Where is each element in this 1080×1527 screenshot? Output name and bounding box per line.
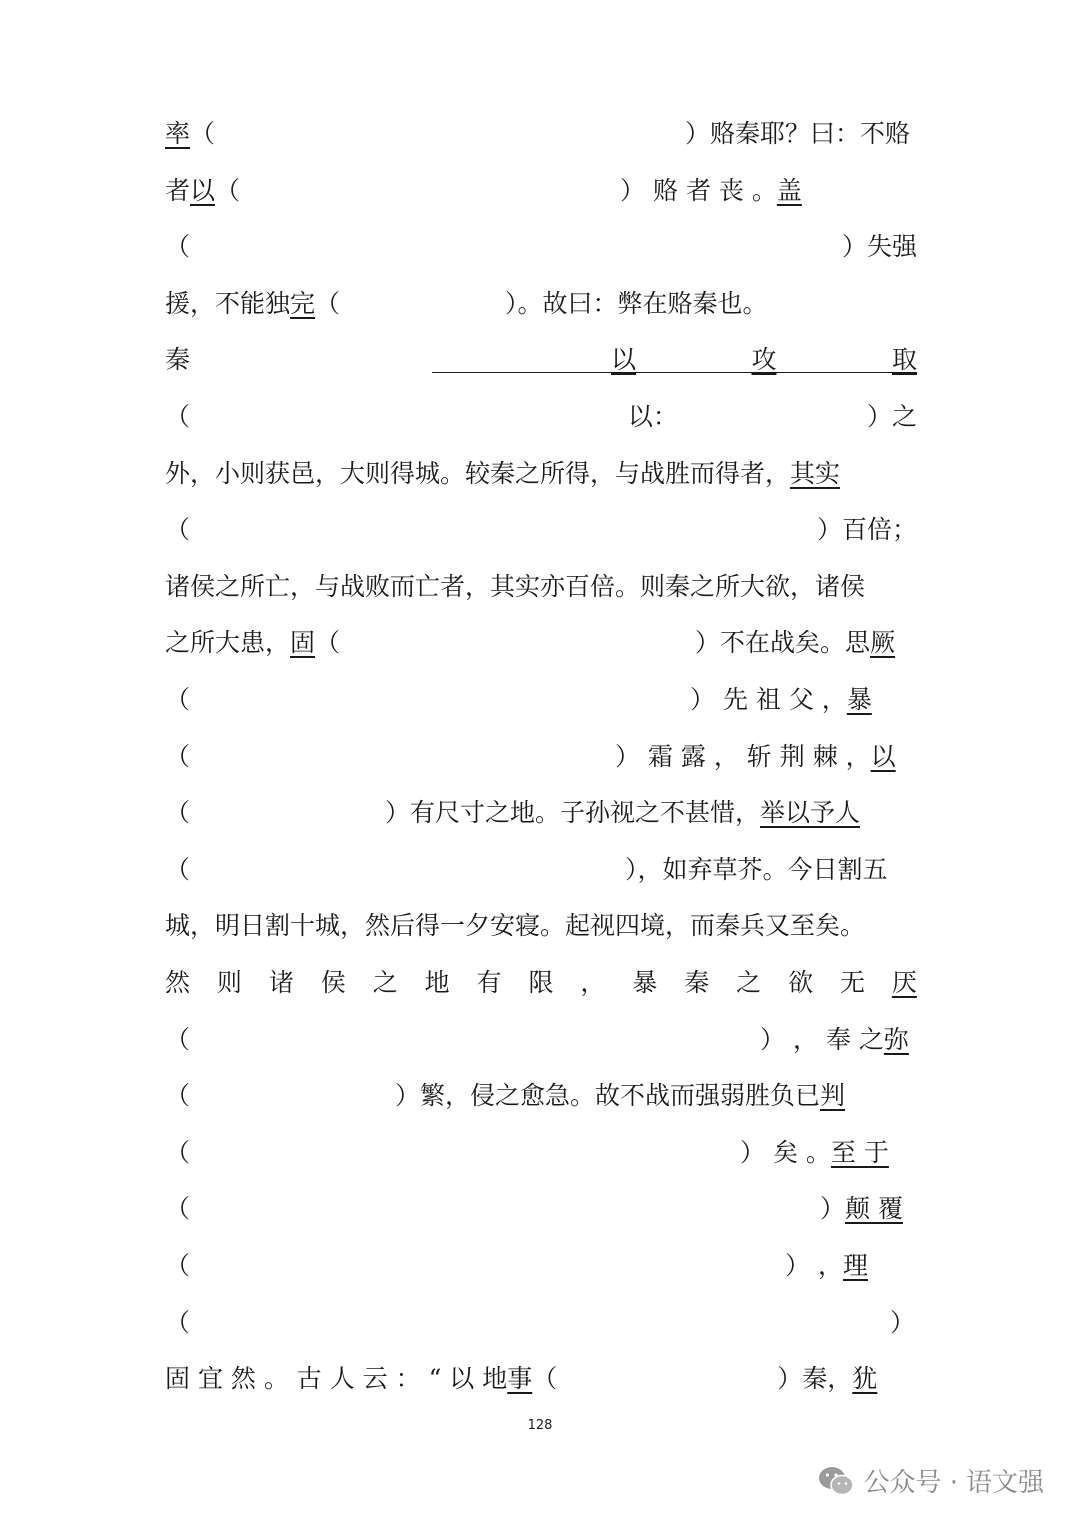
text-line [165,454,917,494]
text-line [165,1359,917,1399]
keyword: 犹 [852,1364,878,1394]
text-segment: ） ， [785,1251,843,1280]
text-line [165,567,917,607]
keyword: 完 [290,288,316,318]
text-segment: 限 [528,968,554,997]
text-segment: 秦 [165,345,191,375]
text-line [165,623,917,663]
text-line [165,114,917,154]
text-segment: ），如弃草芥。今日割五 [625,854,888,884]
text-segment: （ [165,232,191,262]
text-segment: 暴 [632,968,658,997]
text-line [165,340,917,380]
text-segment: ）失强 [841,232,917,262]
text-segment: ） 霜 露 ， 斩 荆 棘 ， [615,741,871,771]
text-line [165,510,917,550]
text-segment: 援，不能独 [165,288,291,318]
text-segment: （ [165,1194,191,1224]
text-line [165,850,917,890]
text-segment: （ [315,288,341,318]
text-line [165,397,917,437]
text-segment: （ [165,1251,191,1280]
keyword: 以 [190,175,216,205]
text-segment: 之 [372,968,398,997]
keyword: 盖 [776,175,802,205]
text-line [165,1303,917,1343]
keyword: 暴 [846,685,872,714]
text-segment: ）赂秦耶？曰：不赂 [685,119,911,148]
text-segment: ）有尺寸之地。子孙视之不甚惜， [385,798,761,828]
text-segment: ）繁，侵之愈急。故不战而强弱胜负已 [395,1081,821,1111]
text-line [165,284,917,324]
text-segment: 之所大患， [165,628,291,658]
text-segment: （ [165,685,191,714]
text-segment: （ [190,119,216,148]
text-line [165,1076,917,1116]
text-segment: 地 [424,968,450,997]
text-segment: 然 [165,968,191,997]
keyword: 其实 [790,458,841,488]
text-segment: ）百倍； [816,515,917,545]
text-segment: ） 先 祖 父 ， [690,685,847,714]
keyword: 弥 [883,1024,909,1054]
text-line [165,793,917,833]
text-line [165,680,917,720]
text-segment: ） [820,1194,846,1224]
text-segment: （ [165,515,191,545]
keyword: 率 [165,119,191,148]
text-line [165,1246,917,1286]
text-segment: 外，小则获邑，大则得城。较秦之所得，与战胜而得者， [165,458,791,488]
text-segment: 固 宜 然 。 古 人 云 ： “ 以 地 [165,1364,508,1394]
text-segment: （ [165,798,191,828]
text-line [165,906,917,946]
keyword: 以 [870,741,896,771]
text-segment: （ [165,854,191,884]
text-segment: 侯 [320,968,346,997]
text-segment: 无 [839,968,865,997]
text-segment: ）秦， [777,1364,853,1394]
keyword: 至 于 [830,1137,889,1167]
wechat-icon [817,1464,855,1498]
text-segment: 城，明日割十城，然后得一夕安寝。起视四境，而秦兵又至矣。 [165,911,866,941]
keyword: 取 [891,345,917,375]
keyword: 举以予人 [760,798,861,828]
text-segment: ） 赂 者 丧 。 [620,175,777,205]
text-segment: ）不在战矣。思 [695,628,871,658]
text-segment: 则 [216,968,242,997]
text-segment: （ [165,1024,191,1054]
text-line [165,171,917,211]
underline-rule [432,372,917,373]
text-line [165,1189,917,1229]
text-segment: 有 [476,968,502,997]
watermark [817,1462,1044,1499]
text-segment: ）之 [866,402,917,431]
text-segment: （ [165,1137,191,1167]
text-segment: （ [165,741,191,771]
text-segment: （ [532,1364,558,1394]
text-segment: 诸侯之所亡，与战败而亡者，其实亦百倍。则秦之所大欲，诸侯 [165,571,866,601]
text-segment: ）。故曰：弊在赂秦也。 [505,288,768,318]
keyword: 判 [820,1081,846,1111]
text-line [165,1020,917,1060]
text-segment: ） [890,1307,916,1337]
text-segment: （ [315,628,341,658]
text-segment: （ [165,1081,191,1111]
text-segment: （ [165,402,191,431]
keyword: 颠 覆 [845,1194,903,1224]
watermark-prefix: 公众号 · [863,1468,958,1498]
text-segment: 之 [736,968,762,997]
keyword: 理 [842,1251,868,1280]
text-segment: ） 矣 。 [740,1137,831,1167]
page-number: 128 [527,1418,553,1433]
text-segment: 以： [627,402,678,431]
text-segment: （ [165,1307,191,1337]
watermark-name: 语文强 [965,1468,1044,1498]
keyword: 事 [507,1364,533,1394]
text-segment: 秦 [684,968,710,997]
text-segment: 诸 [268,968,294,997]
text-segment: ， [580,968,606,997]
text-line [165,737,917,777]
text-line [165,1133,917,1173]
text-line [165,963,917,1003]
text-segment: 者 [165,175,191,205]
text-segment: 欲 [788,968,814,997]
text-segment: ） ， 奉 之 [760,1024,884,1054]
text-segment: （ [215,175,241,205]
keyword: 厌 [891,968,917,997]
keyword: 厥 [870,628,896,658]
keyword: 以 [610,345,636,375]
text-line [165,227,917,267]
keyword: 固 [290,628,316,658]
keyword: 攻 [751,345,777,375]
